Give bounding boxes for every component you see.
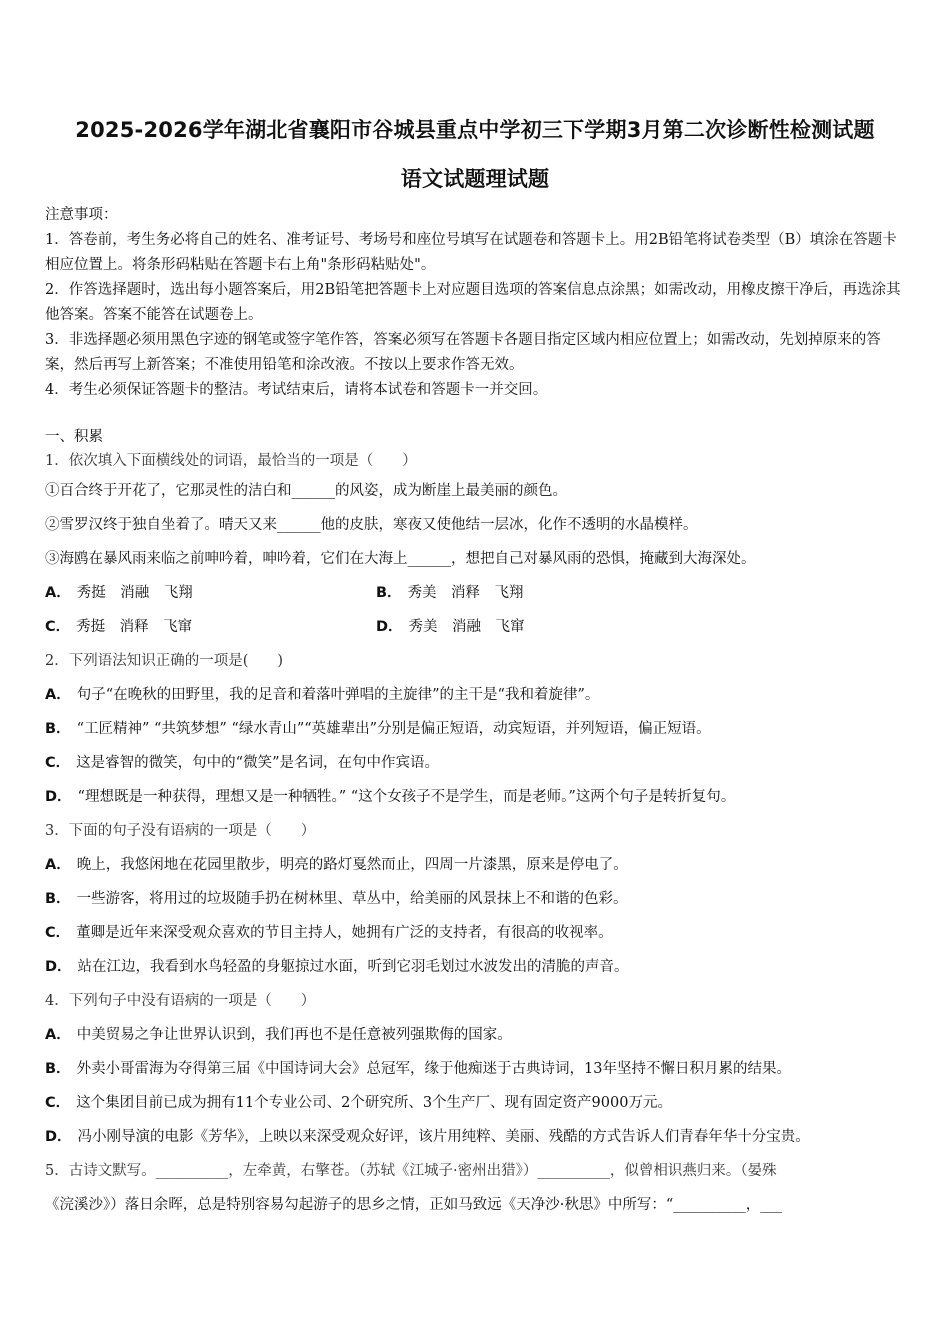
option-label: A． xyxy=(45,585,71,601)
option-text: 秀挺 消融 飞翔 xyxy=(76,585,193,601)
option-label: B． xyxy=(45,1061,71,1077)
option-text: “理想既是一种获得，理想又是一种牺牲。” “这个女孩子不是学生，而是老师。”这两个句子是转折复句。 xyxy=(77,789,736,805)
question-3-option-b xyxy=(45,882,907,916)
option-text: 中美贸易之争让世界认识到，我们再也不是任意被列强欺侮的国家。 xyxy=(76,1027,512,1043)
exam-title-line2: 语文试题理试题 xyxy=(400,167,550,191)
question-5-line-1: 5．古诗文默写。__________，左牵黄，右擎苍。（苏轼《江城子·密州出猎》）__________，似曾相识燕归来。（晏殊 xyxy=(45,1163,777,1179)
question-4-option-b xyxy=(45,1052,907,1086)
question-1-sentence-3: ③海鸥在暴风雨来临之前呻吟着，呻吟着，它们在大海上______，想把自己对暴风雨的恐惧，掩藏到大海深处。 xyxy=(45,551,756,567)
note-item-1: 1．答卷前，考生务必将自己的姓名、准考证号、考场号和座位号填写在试题卷和答题卡上。用2B铅笔将试卷类型（B）填涂在答题卡相应位置上。将条形码粘贴在答题卡右上角"条形码粘贴处"。 xyxy=(45,232,897,273)
option-text: 冯小刚导演的电影《芳华》，上映以来深受观众好评，该片用纯粹、美丽、残酷的方式告诉人们青春年华十分宝贵。 xyxy=(77,1129,810,1145)
notes-section xyxy=(45,203,907,403)
note-item-4: 4．考生必须保证答题卡的整洁。考试结束后，请将本试卷和答题卡一并交回。 xyxy=(45,382,548,398)
question-5-line-2: 《浣溪沙》）落日余晖，总是特别容易勾起游子的思乡之情，正如马致远《天净沙·秋思》中所写：“__________，___ xyxy=(45,1197,783,1213)
option-label: B． xyxy=(45,891,71,907)
option-label: C． xyxy=(45,619,71,635)
option-text: 董卿是近年来深受观众喜欢的节目主持人，她拥有广泛的支持者，有很高的收视率。 xyxy=(76,925,613,941)
question-4-option-d xyxy=(45,1120,907,1154)
option-text: 这个集团目前已成为拥有11个专业公司、2个研究所、3个生产厂、现有固定资产9000万元。 xyxy=(76,1095,672,1111)
option-label: D． xyxy=(45,1129,72,1145)
option-label: C． xyxy=(45,1095,71,1111)
option-label: D． xyxy=(376,619,403,635)
question-1-option-b xyxy=(376,576,707,610)
notes-heading: 注意事项： xyxy=(45,207,118,223)
question-2-option-d xyxy=(45,780,907,814)
question-1-option-d xyxy=(376,610,707,644)
section-heading: 一、积累 xyxy=(45,429,103,445)
question-4-stem: 4．下列句子中没有语病的一项是（ ） xyxy=(45,993,316,1009)
question-1-stem: 1．依次填入下面横线处的词语，最恰当的一项是（ ） xyxy=(45,453,417,469)
note-item-2: 2．作答选择题时，选出每小题答案后，用2B铅笔把答题卡上对应题目选项的答案信息点涂黑；如需改动，用橡皮擦干净后，再选涂其他答案。答案不能答在试题卷上。 xyxy=(45,282,901,323)
question-4-option-a xyxy=(45,1018,907,1052)
question-2-stem: 2．下列语法知识正确的一项是( ) xyxy=(45,653,284,669)
question-3-option-c xyxy=(45,916,907,950)
note-item-3: 3．非选择题必须用黑色字迹的钢笔或签字笔作答，答案必须写在答题卡各题目指定区域内相应位置上；如需改动，先划掉原来的答案，然后再写上新答案；不准使用铅笔和涂改液。不按以上要求作答无效。 xyxy=(45,332,881,373)
exam-title-line1: 2025-2026学年湖北省襄阳市谷城县重点中学初三下学期3月第二次诊断性检测试题 xyxy=(75,118,875,142)
exam-body xyxy=(45,203,907,1222)
option-label: A． xyxy=(45,1027,71,1043)
question-3-stem: 3．下面的句子没有语病的一项是（ ） xyxy=(45,823,316,839)
option-label: A． xyxy=(45,687,71,703)
option-label: A． xyxy=(45,857,71,873)
question-2-option-a xyxy=(45,678,907,712)
question-2-option-b xyxy=(45,712,907,746)
option-label: C． xyxy=(45,925,71,941)
option-text: 外卖小哥雷海为夺得第三届《中国诗词大会》总冠军，缘于他痴迷于古典诗词，13年坚持不懈日积月累的结果。 xyxy=(76,1061,792,1077)
option-text: 秀美 消融 飞窜 xyxy=(408,619,525,635)
question-1-sentence-2: ②雪罗汉终于独自坐着了。晴天又来______他的皮肤，寒夜又使他结一层冰，化作不透明的水晶模样。 xyxy=(45,517,698,533)
question-3-option-d xyxy=(45,950,907,984)
option-text: 这是睿智的微笑，句中的“微笑”是名词，在句中作宾语。 xyxy=(76,755,439,771)
question-3-option-a xyxy=(45,848,907,882)
question-1-sentence-1: ①百合终于开花了，它那灵性的洁白和______的风姿，成为断崖上最美丽的颜色。 xyxy=(45,483,567,499)
option-text: 秀挺 消释 飞窜 xyxy=(76,619,193,635)
option-label: D． xyxy=(45,959,72,975)
option-label: B． xyxy=(45,721,71,737)
option-text: 晚上，我悠闲地在花园里散步，明亮的路灯戛然而止，四周一片漆黑，原来是停电了。 xyxy=(76,857,628,873)
question-4-option-c xyxy=(45,1086,907,1120)
option-text: 秀美 消释 飞翔 xyxy=(407,585,524,601)
option-label: C． xyxy=(45,755,71,771)
option-text: 句子“在晚秋的田野里，我的足音和着落叶弹唱的主旋律”的主干是“我和着旋律”。 xyxy=(76,687,600,703)
option-label: D． xyxy=(45,789,72,805)
option-text: 站在江边，我看到水鸟轻盈的身躯掠过水面，听到它羽毛划过水波发出的清脆的声音。 xyxy=(77,959,629,975)
option-label: B． xyxy=(376,585,402,601)
question-2-option-c xyxy=(45,746,907,780)
option-text: 一些游客，将用过的垃圾随手扔在树林里、草丛中，给美丽的风景抹上不和谐的色彩。 xyxy=(76,891,628,907)
question-1-options-row-1 xyxy=(45,576,907,610)
question-1-option-a xyxy=(45,576,376,610)
option-text: “工匠精神” “共筑梦想” “绿水青山”“英雄辈出”分别是偏正短语，动宾短语，并列短语，偏正短语。 xyxy=(76,721,711,737)
question-1-options-row-2 xyxy=(45,610,907,644)
question-1-option-c xyxy=(45,610,376,644)
